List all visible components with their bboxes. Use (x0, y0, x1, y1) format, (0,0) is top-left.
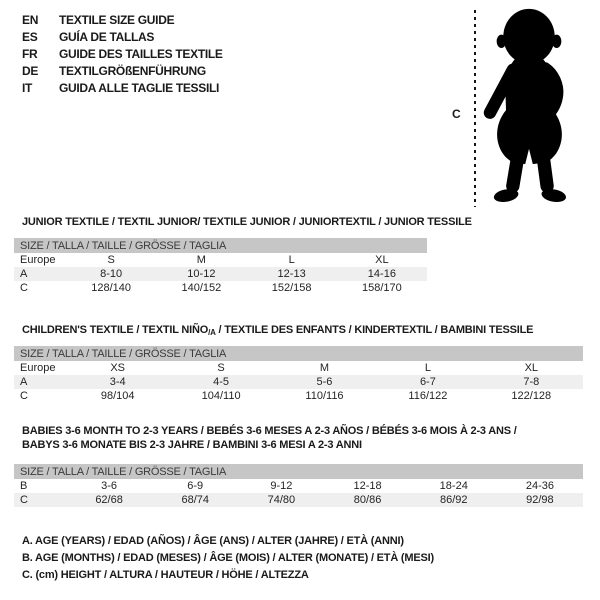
table-row (14, 253, 427, 267)
baby-silhouette-icon (481, 7, 577, 207)
table-cell: 8-10 (100, 268, 123, 280)
babies-textile-table (14, 464, 583, 507)
table-cell: L (424, 362, 431, 374)
table-cell: 86/92 (439, 494, 468, 506)
size-header-bar: SIZE / TALLA / TAILLE / GRÖSSE / TAGLIA (14, 346, 583, 361)
size-header-bar: SIZE / TALLA / TAILLE / GRÖSSE / TAGLIA (14, 464, 583, 479)
language-code: IT (22, 80, 33, 95)
table-row (14, 375, 583, 389)
table-cell: 80/86 (353, 494, 382, 506)
table-cell: 3-4 (109, 376, 126, 388)
table-cell: S (107, 254, 115, 266)
table-cell: 116/122 (408, 390, 448, 402)
language-label: TEXTILE SIZE GUIDE (59, 12, 175, 27)
table-row (14, 281, 427, 295)
table-cell: 18-24 (439, 480, 468, 492)
table-cell: 158/170 (361, 282, 402, 294)
legend-line-c: C. (cm) HEIGHT / ALTURA / HAUTEUR / HÖHE / ALTEZZA (22, 569, 309, 581)
table-row (14, 267, 427, 281)
language-label: TEXTILGRÖßENFÜHRUNG (59, 63, 206, 78)
table-cell: 92/98 (526, 494, 554, 506)
table-cell: 68/74 (181, 494, 209, 506)
row-label: C (20, 282, 28, 294)
height-measure-label: C (452, 107, 461, 121)
table-cell: 12-18 (353, 480, 382, 492)
table-cell: 7-8 (523, 376, 540, 388)
language-list (22, 11, 223, 96)
children-table-title (22, 323, 533, 340)
table-row (14, 479, 583, 493)
row-label: A (20, 376, 28, 388)
table-cell: 6-9 (187, 480, 204, 492)
table-cell: 14-16 (367, 268, 396, 280)
language-row-de (22, 62, 223, 79)
babies-table-title (22, 424, 517, 452)
language-code: FR (22, 46, 38, 61)
legend-line-a: A. AGE (YEARS) / EDAD (AÑOS) / ÂGE (ANS) / ALTER (JAHRE) / ETÀ (ANNI) (22, 535, 404, 547)
row-label: Europe (20, 362, 56, 374)
title-subscript: /A (208, 328, 216, 337)
table-cell: M (319, 362, 330, 374)
language-code: EN (22, 12, 39, 27)
table-cell: 5-6 (316, 376, 333, 388)
title-text: / TEXTILE DES ENFANTS / KINDERTEXTIL / BAMBINI TESSILE (215, 324, 534, 336)
table-cell: 140/152 (181, 282, 222, 294)
table-cell: M (196, 254, 206, 266)
table-cell: 122/128 (511, 390, 552, 402)
table-cell: 62/68 (95, 494, 123, 506)
children-textile-table (14, 346, 583, 403)
language-label: GUIDE DES TAILLES TEXTILE (59, 46, 223, 61)
table-cell: 10-12 (187, 268, 216, 280)
row-label: A (20, 268, 28, 280)
table-cell: 3-6 (101, 480, 118, 492)
junior-textile-table (14, 238, 427, 295)
language-row-es (22, 28, 223, 45)
table-cell: 12-13 (277, 268, 306, 280)
legend (22, 533, 434, 584)
language-code: DE (22, 63, 39, 78)
title-line-1: BABIES 3-6 MONTH TO 2-3 YEARS / BEBÉS 3-6 MESES A 2-3 AÑOS / BÉBÉS 3-6 MOIS À 2-3 ANS / (22, 425, 517, 437)
table-cell: 4-5 (213, 376, 230, 388)
language-label: GUÍA DE TALLAS (59, 29, 155, 44)
language-row-it (22, 79, 223, 96)
table-cell: 24-36 (525, 480, 554, 492)
table-cell: 104/110 (201, 390, 241, 402)
table-cell: 98/104 (100, 390, 135, 402)
junior-table-title: JUNIOR TEXTILE / TEXTIL JUNIOR/ TEXTILE JUNIOR / JUNIORTEXTIL / JUNIOR TESSILE (22, 216, 472, 228)
table-row (14, 389, 583, 403)
table-cell: 152/158 (271, 282, 312, 294)
table-cell: 128/140 (91, 282, 131, 294)
table-row (14, 493, 583, 507)
language-code: ES (22, 29, 38, 44)
table-cell: XL (375, 254, 389, 266)
table-cell: 74/80 (267, 494, 296, 506)
legend-line-b: B. AGE (MONTHS) / EDAD (MESES) / ÂGE (MOIS) / ALTER (MONATE) / ETÀ (MESI) (22, 552, 434, 564)
title-text: CHILDREN'S TEXTILE / TEXTIL NIÑO (22, 324, 209, 336)
table-cell: XS (110, 362, 126, 374)
height-measure-line (474, 10, 476, 207)
table-cell: 9-12 (270, 480, 293, 492)
table-cell: 6-7 (419, 376, 436, 388)
table-cell: L (288, 254, 295, 266)
title-line-2: BABYS 3-6 MONATE BIS 2-3 JAHRE / BAMBINI 3-6 MESI A 2-3 ANNI (22, 439, 362, 451)
language-row-en (22, 11, 223, 28)
row-label: C (20, 390, 28, 402)
table-cell: XL (524, 362, 539, 374)
language-label: GUIDA ALLE TAGLIE TESSILI (59, 80, 220, 95)
row-label: C (20, 494, 28, 506)
size-header-bar: SIZE / TALLA / TAILLE / GRÖSSE / TAGLIA (14, 238, 427, 253)
table-row (14, 361, 583, 375)
row-label: B (20, 480, 28, 492)
table-cell: 110/116 (305, 390, 344, 402)
table-cell: S (217, 362, 225, 374)
row-label: Europe (20, 254, 56, 266)
language-row-fr (22, 45, 223, 62)
